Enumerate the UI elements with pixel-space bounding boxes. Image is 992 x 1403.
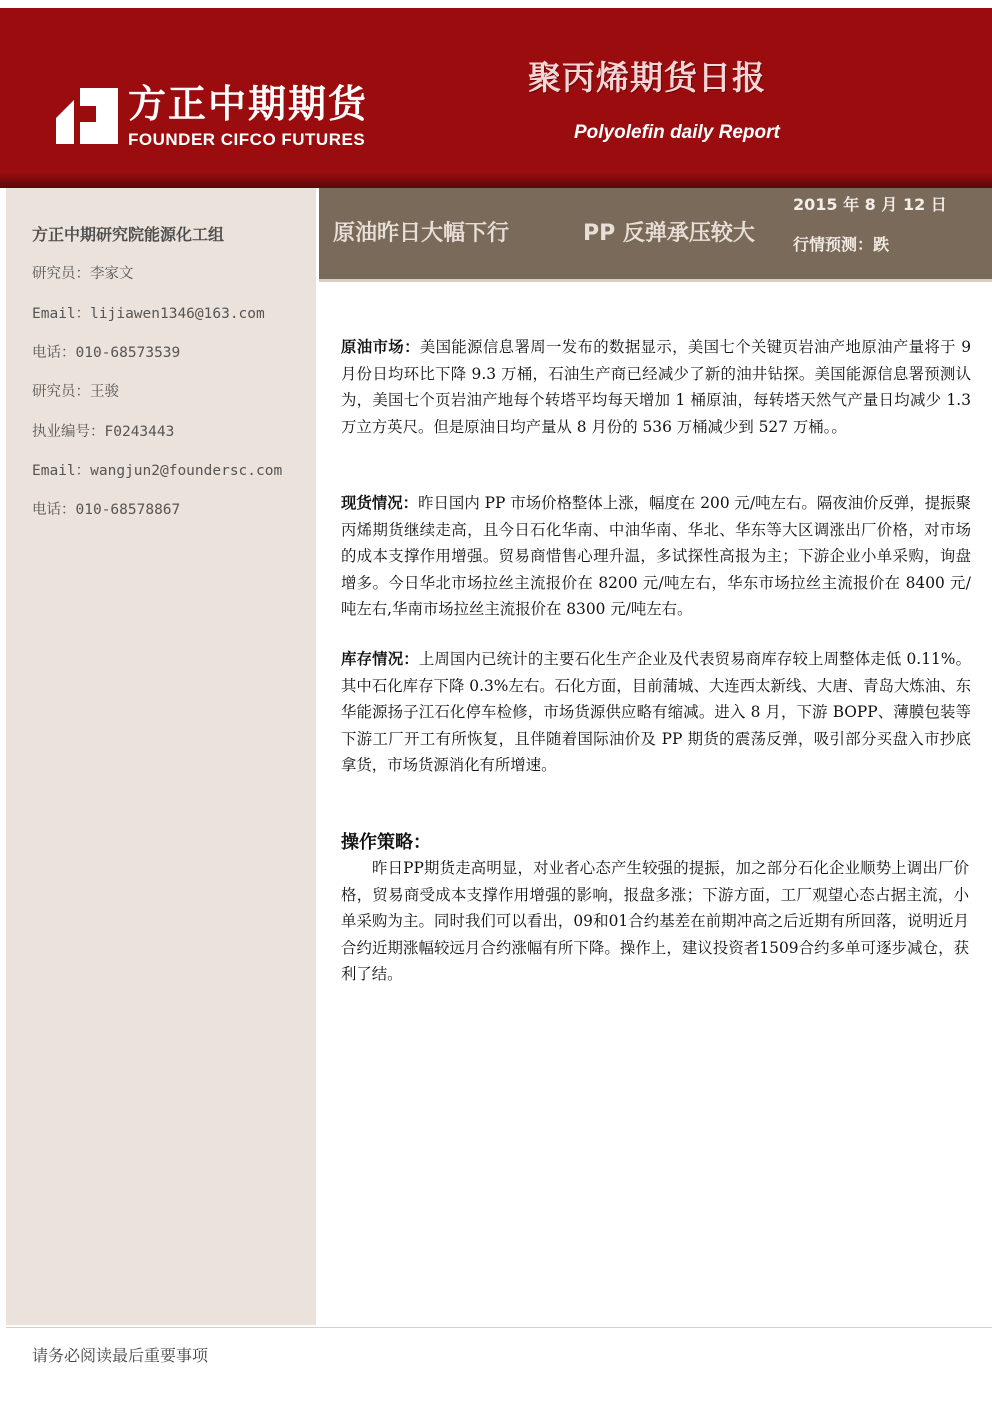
analyst-phone-2: 电话：010-68578867 xyxy=(32,502,181,518)
strategy-text: 昨日PP期货走高明显，对业者心态产生较强的提振，加之部分石化企业顺势上调出厂价格，贸易商受成本支撑作用增强的影响，报盘多涨；下游方面，工厂观望心态占据主流，小单采购为主。同时我们可以看出，09和01合约基差在前期冲高之后近期有所回落，说明近月合约近期涨幅较远月合约涨幅有所下降。操作上，建议投资者1509合约多单可逐步减仓，获利了结。 xyxy=(341,859,969,983)
report-date: 2015 年 8 月 12 日 xyxy=(793,195,947,214)
headline-underline xyxy=(319,279,992,282)
footer-divider xyxy=(6,1327,992,1328)
analyst-name-1: 研究员：李家文 xyxy=(32,266,134,282)
disclaimer-note: 请务必阅读最后重要事项 xyxy=(32,1346,209,1365)
crude-oil-paragraph xyxy=(341,334,971,440)
analyst-email-1: Email：lijiawen1346@163.com xyxy=(32,306,265,322)
inventory-heading: 库存情况： xyxy=(341,650,419,668)
founder-logo-icon xyxy=(56,88,118,144)
analyst-license-2: 执业编号：F0243443 xyxy=(32,424,175,440)
headline-part-2: PP 反弹承压较大 xyxy=(583,221,755,246)
spot-paragraph xyxy=(341,490,971,623)
logo-english-name: FOUNDER CIFCO FUTURES xyxy=(128,130,366,149)
market-forecast: 行情预测：跌 xyxy=(793,235,890,254)
header-shadow xyxy=(0,172,992,188)
crude-oil-heading: 原油市场： xyxy=(341,338,420,356)
analyst-name-2: 研究员：王骏 xyxy=(32,384,119,400)
spot-heading: 现货情况： xyxy=(341,494,419,512)
research-group-title: 方正中期研究院能源化工组 xyxy=(32,225,225,244)
logo-chinese-name: 方正中期期货 xyxy=(128,82,369,126)
inventory-paragraph xyxy=(341,646,971,779)
analyst-phone-1: 电话：010-68573539 xyxy=(32,345,181,361)
strategy-heading: 操作策略： xyxy=(341,832,431,853)
spot-text: 昨日国内 PP 市场价格整体上涨，幅度在 200 元/吨左右。隔夜油价反弹，提振聚丙烯期货继续走高，且今日石化华南、中油华南、华北、华东等大区调涨出厂价格，对市场的成本支撑作用增强。贸易商惜售心理升温，多试探性高报为主；下游企业小单采购，询盘增多。今日华北市场拉丝主流报价在 8200 元/吨左右，华东市场拉丝主流报价在 8400 元/吨左右,华南市场拉丝主流报价在 8300 元/吨左右。 xyxy=(341,494,971,618)
inventory-text: 上周国内已统计的主要石化生产企业及代表贸易商库存较上周整体走低 0.11%。其中石化库存下降 0.3%左右。石化方面，目前蒲城、大连西太新线、大唐、青岛大炼油、东华能源扬子江石化停车检修，市场货源供应略有缩减。进入 8 月，下游 BOPP、薄膜包装等下游工厂开工有所恢复，且伴随着国际油价及 PP 期货的震荡反弹，吸引部分买盘入市抄底拿货，市场货源消化有所增速。 xyxy=(341,650,971,774)
crude-oil-text: 美国能源信息署周一发布的数据显示，美国七个关键页岩油产地原油产量将于 9 月份日均环比下降 9.3 万桶，石油生产商已经减少了新的油井钻探。美国能源信息署预测认为，美国七个页岩油产地每个转塔平均每天增加 1 桶原油，每转塔天然气产量日均减少 1.3 万立方英尺。但是原油日均产量从 8 月份的 536 万桶减少到 527 万桶。。 xyxy=(341,338,971,436)
report-subtitle: Polyolefin daily Report xyxy=(574,122,780,143)
analyst-email-2: Email：wangjun2@foundersc.com xyxy=(32,463,283,479)
headline-part-1: 原油昨日大幅下行 xyxy=(333,221,510,246)
report-title: 聚丙烯期货日报 xyxy=(528,58,766,97)
